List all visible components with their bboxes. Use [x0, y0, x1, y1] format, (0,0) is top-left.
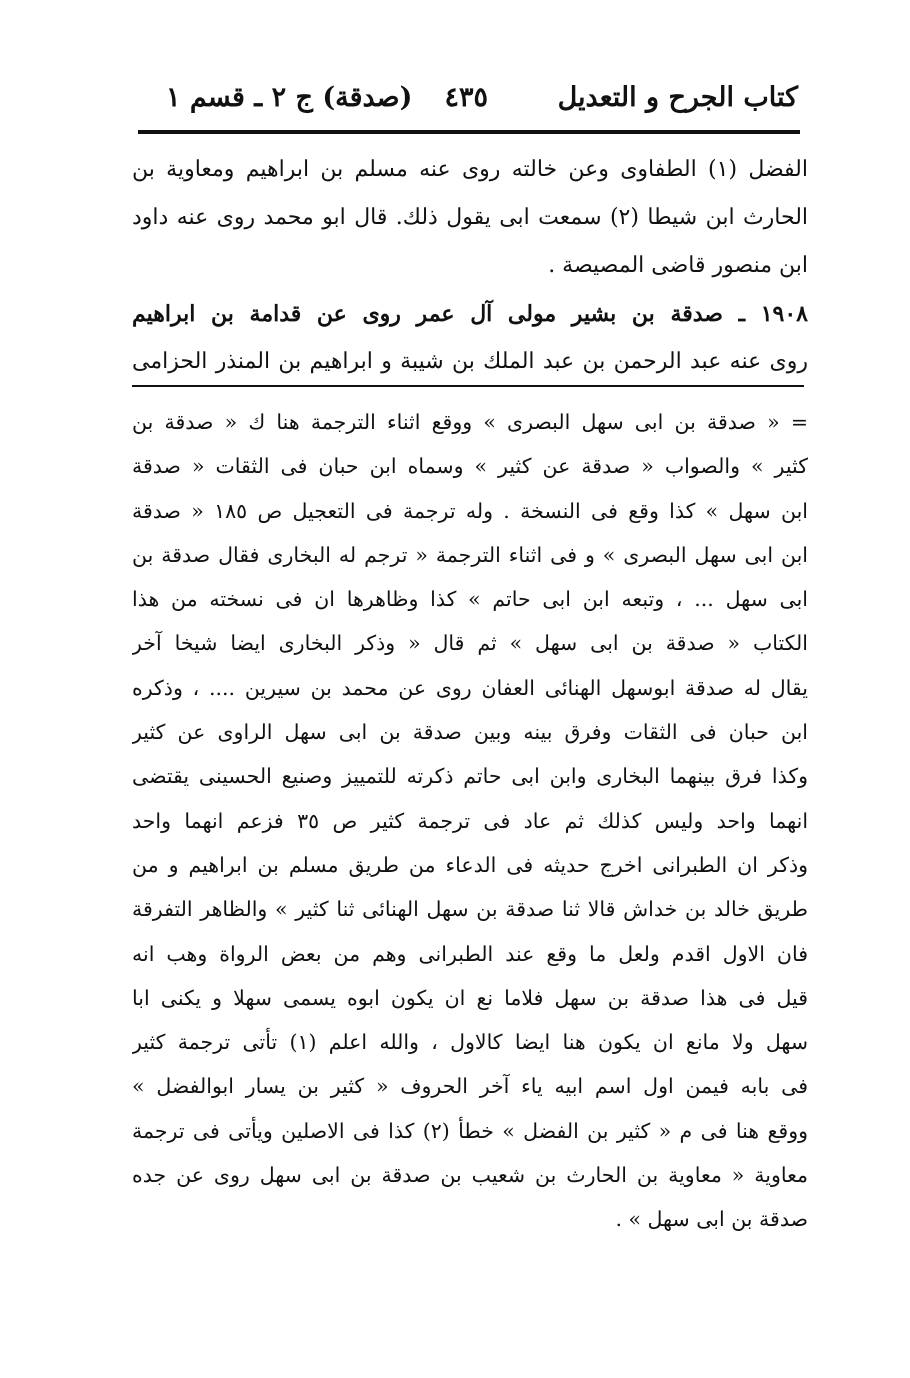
footnote-line: طريق خالد بن خداش قالا ثنا صدقة بن سهل الهنائى ثنا كثير » والظاهر التفرقة [132, 897, 808, 922]
header-rule [138, 130, 800, 134]
footnote-line: وذكر ان الطبرانى اخرج حديثه فى الدعاء من طريق مسلم بن ابراهيم و من [132, 852, 808, 877]
footnote-line: قيل فى هذا صدقة بن سهل فلاما نع ان يكون ابوه يسمى سهلا و يكنى ابا [132, 985, 808, 1010]
footnote-separator [132, 385, 804, 387]
main-text [132, 146, 808, 386]
entry-heading-line: ١٩٠٨ ـ صدقة بن بشير مولى آل عمر روى عن قدامة بن ابراهيم [132, 301, 808, 327]
footnote-line: فان الاول اقدم ولعل ما وقع عند الطبرانى وهم من بعض الرواة وهب انه [132, 941, 808, 966]
footnote-line: ابن ابى سهل البصرى » و فى اثناء الترجمة « ترجم له البخارى فقال صدقة بن [132, 542, 808, 567]
footnote-line: ابن سهل » كذا وقع فى النسخة . وله ترجمة فى التعجيل ص ١٨٥ « صدقة [132, 498, 808, 523]
page-header [138, 78, 798, 124]
footnote-line: الكتاب « صدقة بن ابى سهل » ثم قال « وذكر البخارى ايضا شيخا آخر [132, 631, 808, 656]
text-line: روى عنه عبد الرحمن بن عبد الملك بن شيبة و ابراهيم بن المنذر الحزامى [132, 349, 808, 374]
text-line: الحارث ابن شيطا (٢) سمعت ابى يقول ذلك. قال ابو محمد روى عنه داود [132, 205, 808, 230]
footnote-line: ابن حبان فى الثقات وفرق بينه وبين صدقة بن ابى سهل الراوى عن كثير [132, 720, 808, 745]
footnote-line: معاوية « معاوية بن الحارث بن شعيب بن صدقة بن ابى سهل روى عن جده [132, 1163, 808, 1188]
footnote-line: ووقع هنا فى م « كثير بن الفضل » خطأ (٢) كذا فى الاصلين ويأتى فى ترجمة [132, 1118, 808, 1143]
section-label: (صدقة) ج ٢ ـ قسم ١ [166, 82, 413, 113]
footnote-line: وكذا فرق بينهما البخارى وابن ابى حاتم ذكرته للتمييز وصنيع الحسينى يقتضى [132, 764, 808, 789]
text-line: الفضل (١) الطفاوى وعن خالته روى عنه مسلم بن ابراهيم ومعاوية بن [132, 157, 808, 182]
text-line: ابن منصور قاضى المصيصة . [548, 253, 808, 278]
footnote-line: فى بابه فيمن اول اسم ابيه ياء آخر الحروف « كثير بن يسار ابوالفضل » [132, 1074, 808, 1099]
footnote-line: ابى سهل ... ، وتبعه ابن ابى حاتم » كذا وظاهرها ان فى نسخته من هذا [132, 587, 808, 612]
footnote-line: = « صدقة بن ابى سهل البصرى » ووقع اثناء الترجمة هنا ك « صدقة بن [132, 410, 808, 434]
book-title: كتاب الجرح و التعديل [557, 82, 798, 113]
footnotes [132, 400, 808, 1242]
footnote-line: سهل ولا مانع ان يكون هنا ايضا كالاول ، والله اعلم (١) تأتى ترجمة كثير [132, 1030, 808, 1055]
footnote-line: صدقة بن ابى سهل » . [615, 1207, 808, 1232]
footnote-line: كثير » والصواب « صدقة عن كثير » وسماه ابن حبان فى الثقات « صدقة [132, 454, 808, 479]
page-number: ٤٣٥ [444, 82, 488, 113]
footnote-line: انهما واحد وليس كذلك ثم عاد فى ترجمة كثير ص ٣٥ فزعم انهما واحد [132, 808, 808, 833]
footnote-line: يقال له صدقة ابوسهل الهنائى العفان روى عن محمد بن سيرين .... ، وذكره [132, 675, 808, 700]
